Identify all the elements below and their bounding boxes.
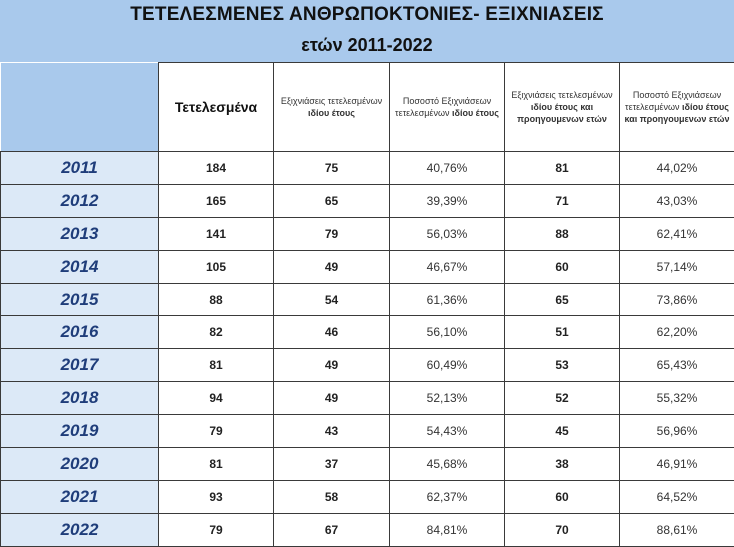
solved-all-cell: 65 [505,283,620,316]
title-band [0,0,734,62]
table-row [1,382,734,415]
pct-all-cell: 55,32% [620,382,734,415]
header-committed: Τετελεσμένα [159,63,274,152]
solved-cell: 79 [274,217,390,250]
committed-cell: 82 [159,316,274,349]
committed-cell: 93 [159,480,274,513]
pct-all-cell: 57,14% [620,250,734,283]
pct-cell: 52,13% [390,382,505,415]
homicides-table [0,62,734,547]
pct-all-cell: 44,02% [620,152,734,185]
solved-cell: 43 [274,415,390,448]
pct-all-cell: 73,86% [620,283,734,316]
table-row [1,513,734,546]
header-solved-same-year-bold: ιδίου έτους [308,108,355,118]
year-cell: 2014 [1,250,159,283]
header-pct-same-prev [620,63,734,152]
committed-cell: 81 [159,448,274,481]
committed-cell: 81 [159,349,274,382]
pct-cell: 60,49% [390,349,505,382]
solved-cell: 49 [274,250,390,283]
committed-cell: 165 [159,184,274,217]
year-cell: 2019 [1,415,159,448]
pct-cell: 45,68% [390,448,505,481]
table-row [1,152,734,185]
header-solved-same-prev-text: Εξιχνιάσεις τετελεσμένων [511,90,612,100]
year-cell: 2016 [1,316,159,349]
solved-all-cell: 71 [505,184,620,217]
year-cell: 2017 [1,349,159,382]
header-solved-same-year [274,63,390,152]
page-subtitle: ετών 2011-2022 [0,35,734,56]
solved-cell: 67 [274,513,390,546]
header-pct-same-year-bold: ιδίου έτους [452,108,499,118]
table-body [1,152,734,547]
pct-cell: 62,37% [390,480,505,513]
table-row [1,217,734,250]
year-cell: 2020 [1,448,159,481]
committed-cell: 184 [159,152,274,185]
solved-all-cell: 53 [505,349,620,382]
header-pct-same-year-text: Ποσοστό Εξιχνιάσεων τετελεσμένων [395,96,491,118]
year-cell: 2011 [1,152,159,185]
solved-cell: 54 [274,283,390,316]
committed-cell: 79 [159,513,274,546]
header-solved-same-year-text: Εξιχνιάσεις τετελεσμένων [281,96,382,106]
page-title: ΤΕΤΕΛΕΣΜΕΝΕΣ ΑΝΘΡΩΠΟΚΤΟΝΙΕΣ- ΕΞΙΧΝΙΑΣΕΙΣ [0,4,734,26]
solved-cell: 46 [274,316,390,349]
year-cell: 2012 [1,184,159,217]
header-solved-same-prev [505,63,620,152]
pct-all-cell: 64,52% [620,480,734,513]
solved-cell: 49 [274,349,390,382]
table-row [1,184,734,217]
pct-all-cell: 56,96% [620,415,734,448]
pct-cell: 56,10% [390,316,505,349]
pct-cell: 84,81% [390,513,505,546]
solved-cell: 49 [274,382,390,415]
header-pct-same-prev-text: Ποσοστό Εξιχνιάσεων τετελεσμένων [625,90,721,112]
header-solved-same-prev-bold: ιδίου έτους και προηγουμενων ετών [517,102,607,124]
committed-cell: 88 [159,283,274,316]
committed-cell: 141 [159,217,274,250]
committed-cell: 79 [159,415,274,448]
pct-cell: 54,43% [390,415,505,448]
table-row [1,283,734,316]
solved-cell: 65 [274,184,390,217]
corner-cell [1,63,159,152]
header-pct-same-year [390,63,505,152]
year-cell: 2021 [1,480,159,513]
solved-all-cell: 81 [505,152,620,185]
committed-cell: 105 [159,250,274,283]
pct-all-cell: 65,43% [620,349,734,382]
pct-all-cell: 62,20% [620,316,734,349]
year-cell: 2015 [1,283,159,316]
year-cell: 2022 [1,513,159,546]
pct-cell: 40,76% [390,152,505,185]
solved-cell: 58 [274,480,390,513]
pct-all-cell: 46,91% [620,448,734,481]
solved-all-cell: 51 [505,316,620,349]
table-row [1,250,734,283]
header-row [1,63,734,152]
year-cell: 2013 [1,217,159,250]
table-row [1,316,734,349]
table-row [1,349,734,382]
solved-all-cell: 45 [505,415,620,448]
pct-cell: 46,67% [390,250,505,283]
pct-all-cell: 88,61% [620,513,734,546]
committed-cell: 94 [159,382,274,415]
solved-all-cell: 70 [505,513,620,546]
table-row [1,415,734,448]
solved-cell: 37 [274,448,390,481]
solved-all-cell: 52 [505,382,620,415]
pct-cell: 39,39% [390,184,505,217]
solved-cell: 75 [274,152,390,185]
pct-all-cell: 62,41% [620,217,734,250]
table-row [1,448,734,481]
solved-all-cell: 60 [505,250,620,283]
pct-all-cell: 43,03% [620,184,734,217]
year-cell: 2018 [1,382,159,415]
solved-all-cell: 88 [505,217,620,250]
pct-cell: 56,03% [390,217,505,250]
solved-all-cell: 60 [505,480,620,513]
table-row [1,480,734,513]
header-pct-same-prev-bold: ιδίου έτους και προηγουμενων ετών [625,102,730,124]
pct-cell: 61,36% [390,283,505,316]
solved-all-cell: 38 [505,448,620,481]
